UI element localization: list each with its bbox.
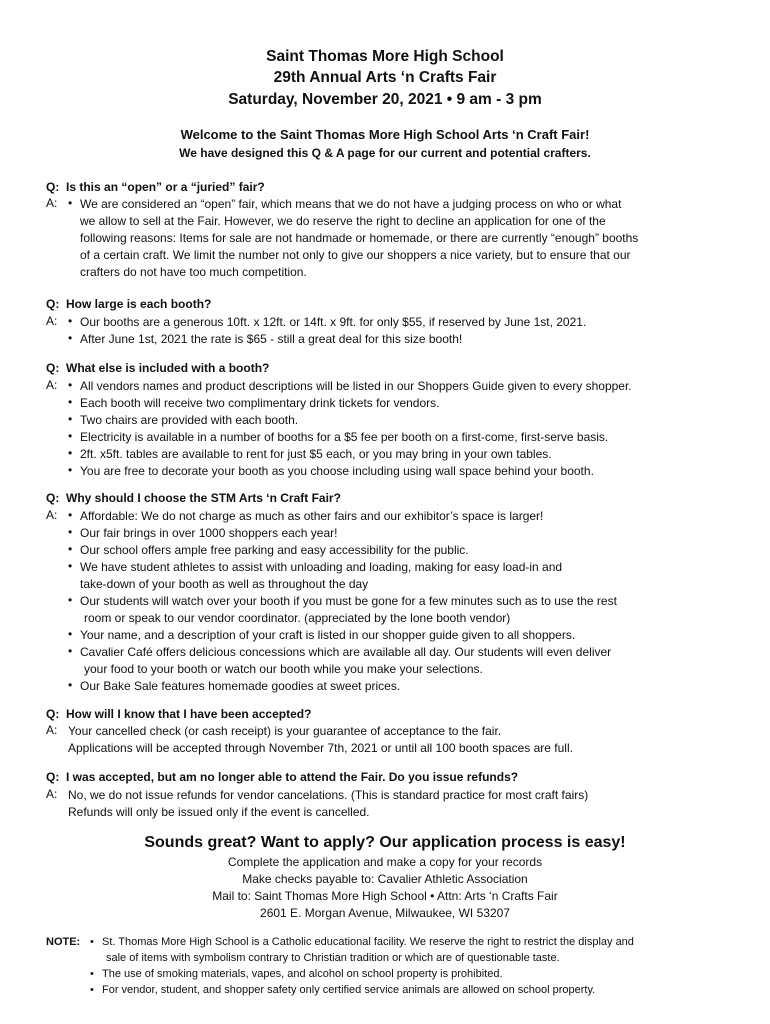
bullet-icon: • — [68, 446, 73, 460]
bullet-icon: • — [68, 429, 73, 443]
answer-line: 2ft. x5ft. tables are available to rent for just $5 each, or you may bring in your own tables. — [80, 447, 552, 461]
bullet-icon: • — [90, 968, 94, 980]
note-line: For vendor, student, and shopper safety only certified service animals are allowed on school property. — [102, 984, 596, 996]
answer-line: Each booth will receive two complimentary drink tickets for vendors. — [80, 396, 440, 410]
bullet-icon: • — [68, 678, 73, 692]
bullet-icon: • — [68, 463, 73, 477]
answer-line: take-down of your booth as well as throughout the day — [80, 577, 369, 591]
answer-line: Your name, and a description of your craft is listed in our shopper guide given to all shoppers. — [80, 628, 576, 642]
bullet-icon: • — [68, 508, 73, 522]
answer-line: of a certain craft. We limit the number not only to give our shoppers a nice variety, but to ensure that our — [80, 248, 631, 262]
answer-line: following reasons: Items for sale are not handmade or homemade, or there are currently “enough” booths — [80, 231, 639, 245]
note-line: St. Thomas More High School is a Catholic educational facility. We reserve the right to restrict the display and — [102, 936, 634, 948]
mailing-address-line: Mail to: Saint Thomas More High School • Attn: Arts ‘n Crafts Fair — [212, 889, 558, 903]
answer-line: Affordable: We do not charge as much as other fairs and our exhibitor’s space is larger! — [80, 509, 544, 523]
bullet-icon: • — [68, 412, 73, 426]
answer-line: Our Bake Sale features homemade goodies at sweet prices. — [80, 679, 401, 693]
event-date: Saturday, November 20, 2021 • 9 am - 3 pm — [228, 91, 542, 108]
bullet-icon: • — [68, 314, 73, 328]
bullet-icon: • — [68, 525, 73, 539]
answer-line: Our fair brings in over 1000 shoppers each year! — [80, 526, 338, 540]
note-label: NOTE: — [46, 936, 81, 948]
faq-question: Q: Is this an “open” or a “juried” fair? — [46, 180, 265, 194]
faq-question: Q: How will I know that I have been accepted? — [46, 707, 312, 721]
answer-line: crafters do not have too much competition. — [80, 265, 307, 279]
faq-question: Q: I was accepted, but am no longer able to attend the Fair. Do you issue refunds? — [46, 770, 519, 784]
answer-label: A: — [46, 508, 58, 522]
bullet-icon: • — [68, 644, 73, 658]
answer-line: Electricity is available in a number of booths for a $5 fee per booth on a first-come, first-serve basis. — [80, 430, 609, 444]
answer-line: Our booths are a generous 10ft. x 12ft. or 14ft. x 9ft. for only $55, if reserved by June 1st, 2021. — [80, 315, 587, 329]
bullet-icon: • — [68, 331, 73, 345]
bullet-icon: • — [68, 627, 73, 641]
answer-line: Applications will be accepted through November 7th, 2021 or until all 100 booth spaces are full. — [68, 741, 573, 755]
answer-line: Refunds will only be issued only if the event is cancelled. — [68, 805, 370, 819]
school-title: Saint Thomas More High School — [266, 48, 504, 65]
answer-line: room or speak to our vendor coordinator. (appreciated by the lone booth vendor) — [84, 611, 511, 625]
faq-question: Q: How large is each booth? — [46, 297, 212, 311]
event-title: 29th Annual Arts ‘n Crafts Fair — [273, 69, 497, 86]
bullet-icon: • — [90, 984, 94, 996]
answer-label: A: — [46, 314, 58, 328]
bullet-icon: • — [68, 395, 73, 409]
answer-label: A: — [46, 196, 58, 210]
note-line: The use of smoking materials, vapes, and alcohol on school property is prohibited. — [102, 968, 503, 980]
answer-line: we allow to sell at the Fair. However, we do reserve the right to decline an application for one of the — [80, 214, 606, 228]
welcome-subtitle: We have designed this Q & A page for our current and potential crafters. — [179, 146, 591, 160]
answer-line: After June 1st, 2021 the rate is $65 - still a great deal for this size booth! — [80, 332, 463, 346]
faq-question: Q: Why should I choose the STM Arts ‘n Craft Fair? — [46, 491, 341, 505]
answer-label: A: — [46, 723, 58, 737]
street-address-line: 2601 E. Morgan Avenue, Milwaukee, WI 53207 — [260, 906, 510, 920]
bullet-icon: • — [68, 196, 73, 210]
apply-line: Make checks payable to: Cavalier Athletic Association — [242, 872, 528, 886]
faq-question: Q: What else is included with a booth? — [46, 361, 270, 375]
answer-line: your food to your booth or watch our booth while you make your selections. — [84, 662, 483, 676]
bullet-icon: • — [68, 542, 73, 556]
answer-line: We have student athletes to assist with unloading and loading, making for easy load-in and — [80, 560, 563, 574]
bullet-icon: • — [68, 378, 73, 392]
answer-line: Our students will watch over your booth if you must be gone for a few minutes such as to use the rest — [80, 594, 617, 608]
answer-label: A: — [46, 787, 58, 801]
answer-line: Our school offers ample free parking and easy accessibility for the public. — [80, 543, 469, 557]
answer-line: All vendors names and product descriptions will be listed in our Shoppers Guide given to every shopper. — [80, 379, 632, 393]
apply-headline: Sounds great? Want to apply? Our application process is easy! — [144, 834, 626, 851]
answer-line: No, we do not issue refunds for vendor cancelations. (This is standard practice for most craft fairs) — [68, 788, 589, 802]
bullet-icon: • — [68, 593, 73, 607]
answer-line: Your cancelled check (or cash receipt) is your guarantee of acceptance to the fair. — [68, 724, 502, 738]
bullet-icon: • — [90, 936, 94, 948]
answer-line: We are considered an “open” fair, which means that we do not have a judging process on who or what — [80, 197, 622, 211]
answer-line: You are free to decorate your booth as you choose including using wall space behind your booth. — [80, 464, 594, 478]
apply-line: Complete the application and make a copy for your records — [227, 855, 543, 869]
answer-line: Two chairs are provided with each booth. — [80, 413, 299, 427]
answer-label: A: — [46, 378, 58, 392]
answer-line: Cavalier Café offers delicious concessions which are available all day. Our students will even deliver — [80, 645, 612, 659]
welcome-heading: Welcome to the Saint Thomas More High School Arts ‘n Craft Fair! — [180, 127, 590, 142]
bullet-icon: • — [68, 559, 73, 573]
note-line: sale of items with symbolism contrary to Christian tradition or which are of questionable taste. — [106, 952, 560, 964]
